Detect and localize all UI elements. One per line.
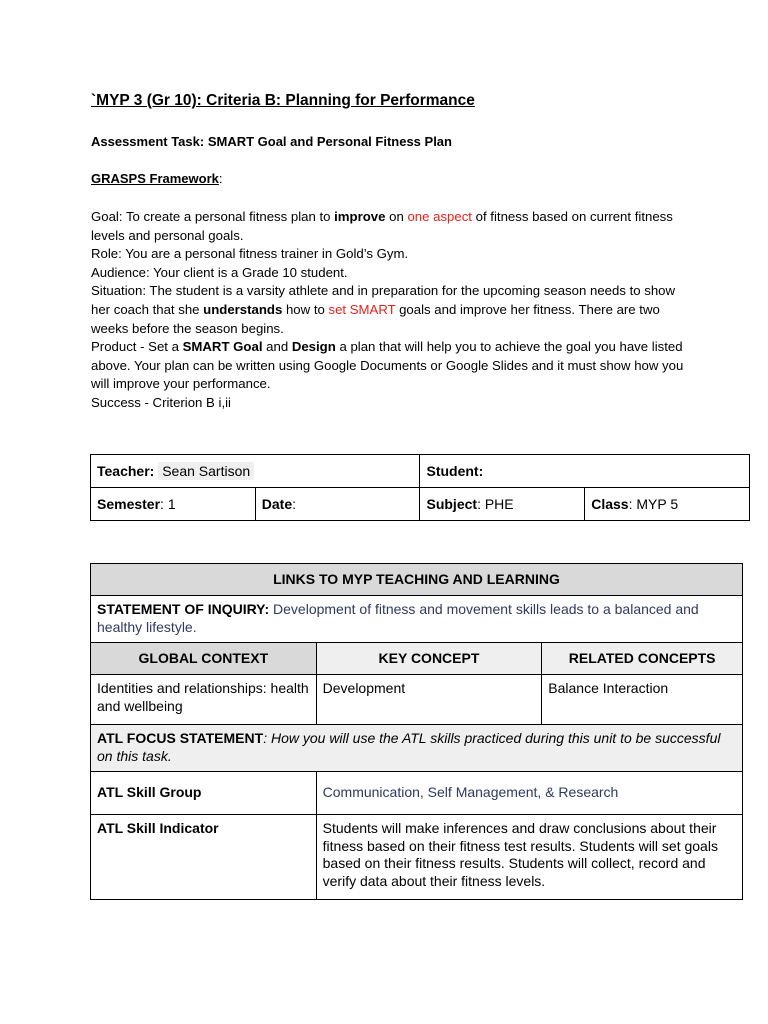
atl-text: : How you will use the ATL skills practiced during this unit to be successful on this task. [97,730,721,764]
product-bold-2: Design [291,339,336,355]
semester-label: Semester [97,496,161,512]
skill-indicator-value: Students will make inferences and draw conclusions about their fitness based on their fitness test results. Students will set goals based on their fitness results. Students will collect, record and verify data about their fitness levels. [316,815,742,900]
date-label: Date [261,496,293,512]
skill-indicator-label-text: ATL Skill Indicator [97,820,219,836]
subject-label: Subject [426,496,478,512]
goal-bold: improve [334,209,386,224]
class-cell [585,488,750,521]
situation-bold: understands [203,301,283,317]
situation-highlight: set SMART [328,301,396,317]
date-value: : [292,496,297,512]
grasps-goal [91,208,691,245]
skill-group-value: Communication, Self Management, & Research [316,772,742,815]
date-cell[interactable] [255,488,420,521]
global-context-value: Identities and relationships: health and wellbeing [91,675,317,725]
statement-of-inquiry [91,596,743,643]
document-title: `MYP 3 (Gr 10): Criteria B: Planning for Performance [91,92,475,109]
subject-value: : PHE [477,496,514,512]
student-cell[interactable] [420,455,750,488]
soi-label: STATEMENT OF INQUIRY: [97,601,270,617]
info-table [90,454,750,521]
goal-text-2: on [385,209,408,224]
atl-label: ATL FOCUS STATEMENT [97,730,264,746]
goal-text-3: of fitness based on current fitness levels and personal goals. [91,209,673,243]
class-value: : MYP 5 [628,496,679,512]
product-text-2: and [262,339,292,355]
situation-text: Situation: The student is a varsity athlete and in preparation for the upcoming season needs to show her coach that she [91,283,676,317]
product-text: Product - Set a [91,339,183,355]
atl-focus-statement [91,725,743,772]
teacher-cell [91,455,420,488]
related-concepts-value: Balance Interaction [542,675,743,725]
soi-text: Development of fitness and movement skills leads to a balanced and healthy lifestyle. [97,601,699,635]
grasps-heading [91,171,223,186]
assessment-task-title: Assessment Task: SMART Goal and Personal Fitness Plan [91,134,452,149]
goal-highlight: one aspect [407,209,472,224]
col-key-concept: KEY CONCEPT [316,643,542,675]
product-bold-1: SMART Goal [182,339,263,355]
semester-value: : 1 [160,496,176,512]
student-label: Student: [426,463,484,479]
myp-links-table [90,563,743,900]
myp-header: LINKS TO MYP TEACHING AND LEARNING [91,564,743,596]
grasps-situation [91,282,691,338]
subject-cell [420,488,585,521]
col-related-concepts: RELATED CONCEPTS [542,643,743,675]
grasps-audience: Audience: Your client is a Grade 10 student. [91,264,348,280]
situation-text-2: how to [282,301,329,317]
class-label: Class [591,496,629,512]
situation-text-3: goals and improve her fitness. There are two weeks before the season begins. [91,301,660,336]
skill-group-label [91,772,317,815]
skill-indicator-label [91,815,317,900]
grasps-success: Success - Criterion B i,ii [91,394,231,410]
col-global-context: GLOBAL CONTEXT [91,643,317,675]
grasps-heading-colon: : [218,171,223,186]
product-text-3: a plan that will help you to achieve the goal you have listed above. Your plan can be written using Google Documents or Google Slides and it must show how you will improve your performance. [91,339,684,392]
grasps-framework [91,208,691,413]
grasps-heading-text: GRASPS Framework [91,171,219,186]
key-concept-value: Development [316,675,542,725]
semester-cell [91,488,256,521]
skill-group-label-text: ATL Skill Group [97,784,202,801]
grasps-role: Role: You are a personal fitness trainer in Gold’s Gym. [91,246,409,262]
goal-text: Goal: To create a personal fitness plan to [91,209,335,224]
teacher-name[interactable]: Sean Sartison [158,462,254,480]
grasps-product [91,338,691,394]
teacher-label: Teacher: [97,463,155,479]
